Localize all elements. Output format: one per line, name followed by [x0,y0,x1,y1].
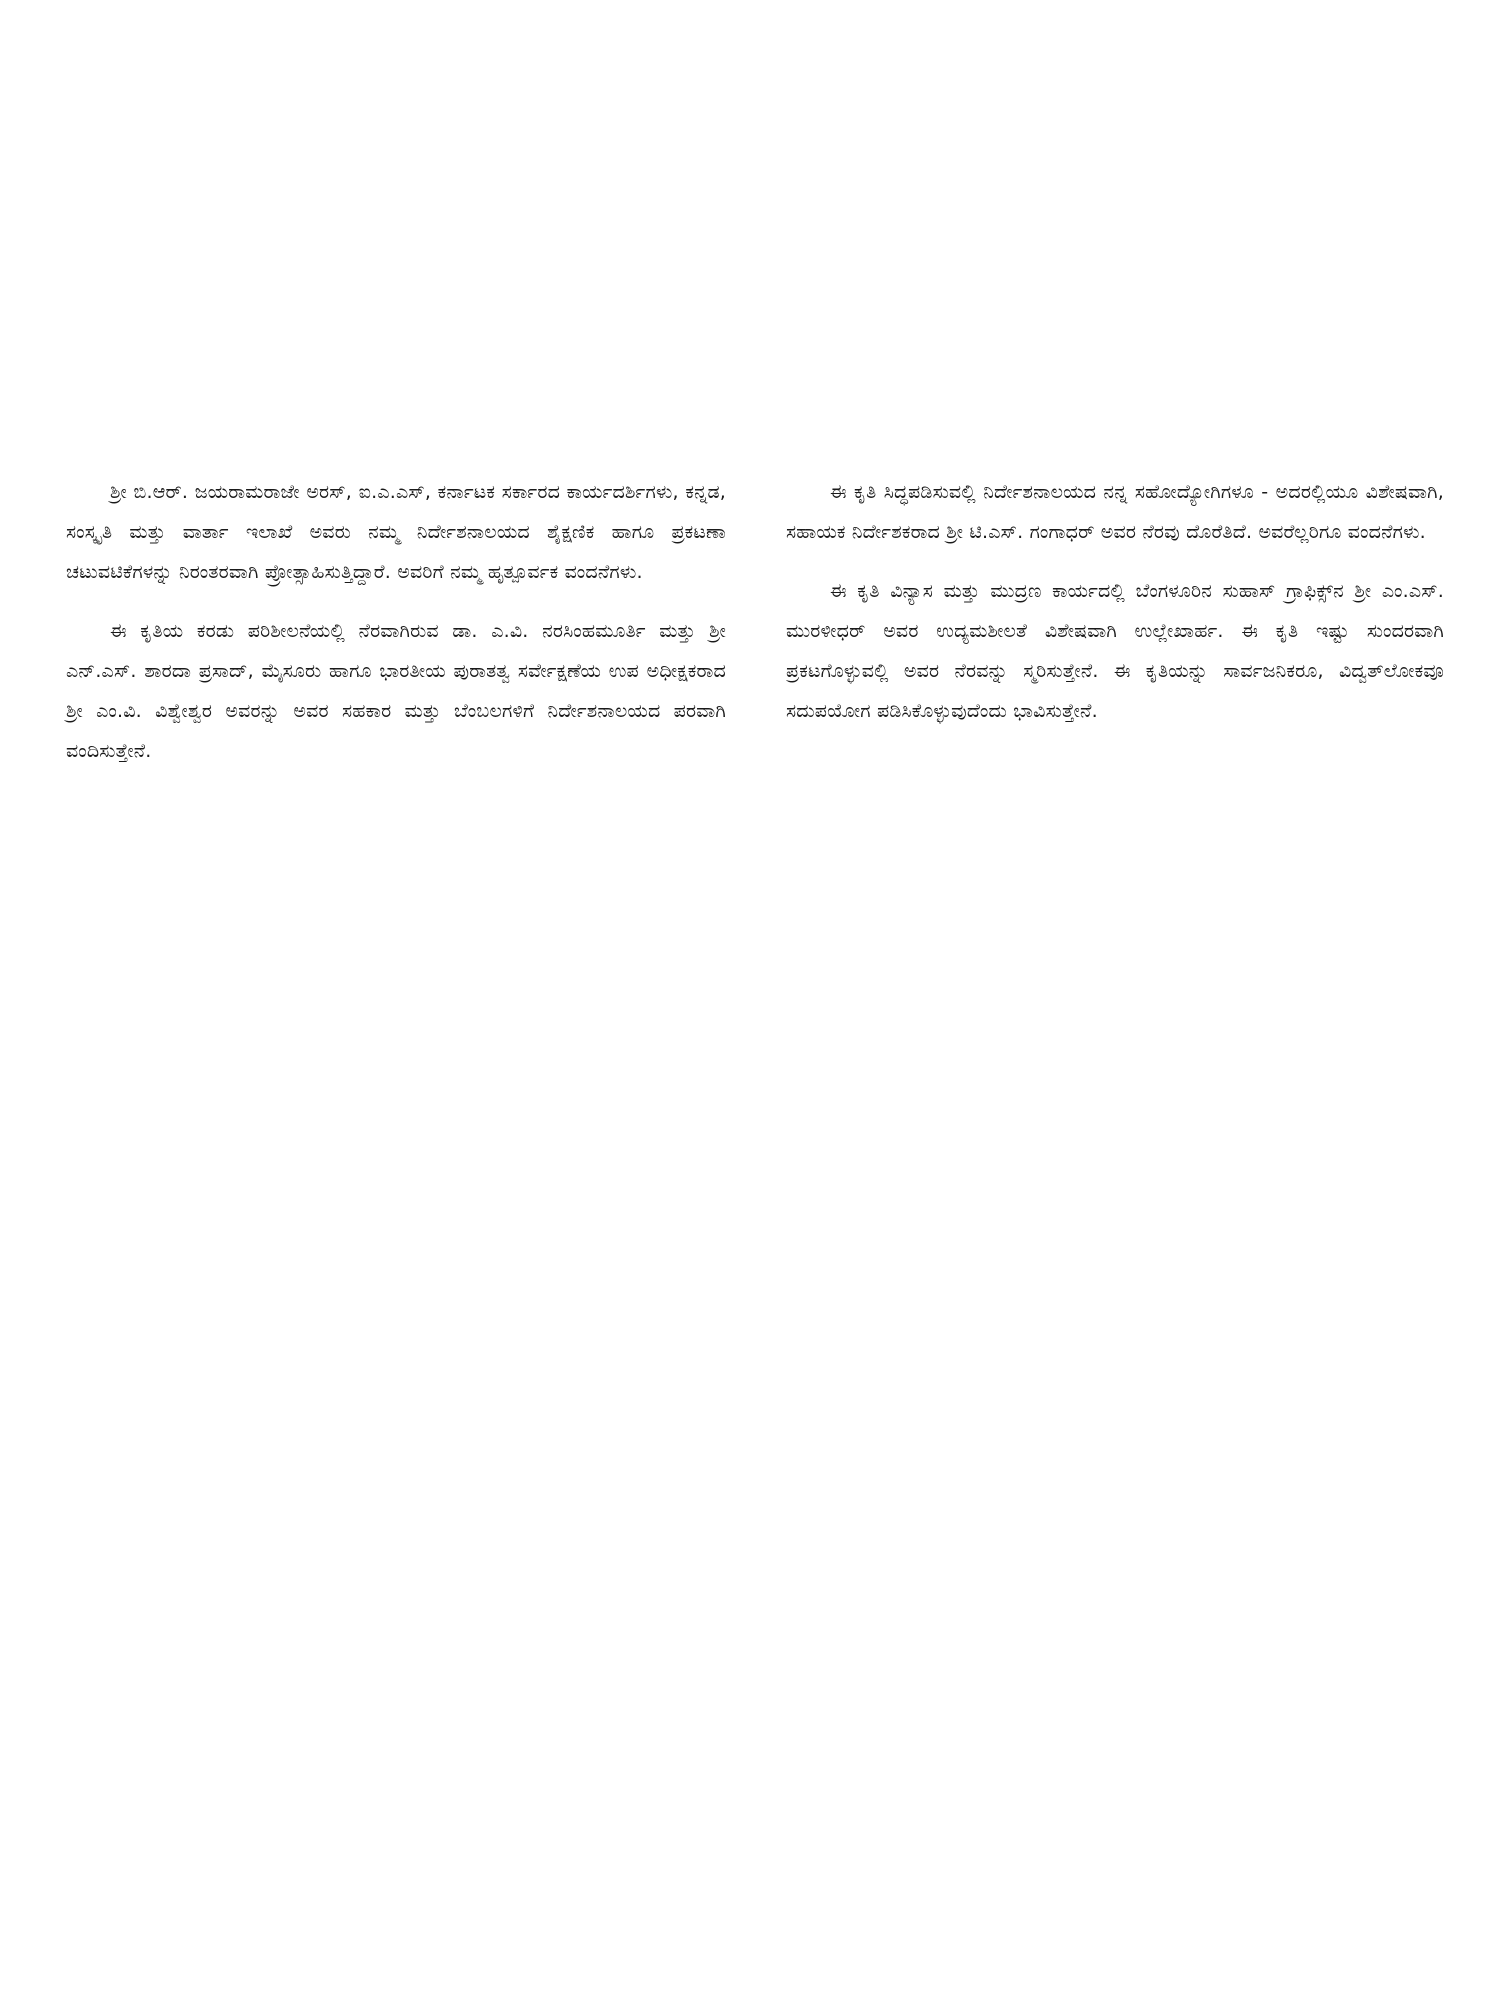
paragraph: ಈ ಕೃತಿ ಸಿದ್ಧಪಡಿಸುವಲ್ಲಿ ನಿರ್ದೇಶನಾಲಯದ ನನ್ನ ಸಹೋದ್ಯೋಗಿಗಳೂ - ಅದರಲ್ಲಿಯೂ ವಿಶೇಷವಾಗಿ, ಸಹಾಯಕ ನಿರ್ದೇಶಕರಾದ ಶ್ರೀ ಟಿ.ಎಸ್. ಗಂಗಾಧರ್ ಅವರ ನೆರವು ದೊರೆತಿದೆ. ಅವರೆಲ್ಲರಿಗೂ ವಂದನೆಗಳು. [786,481,1444,543]
right-text-column [786,472,1444,750]
paragraph: ಈ ಕೃತಿ ವಿನ್ಯಾಸ ಮತ್ತು ಮುದ್ರಣ ಕಾರ್ಯದಲ್ಲಿ ಬೆಂಗಳೂರಿನ ಸುಹಾಸ್ ಗ್ರಾಫಿಕ್ಸ್‌ನ ಶ್ರೀ ಎಂ.ಎಸ್. ಮುರಳೀಧರ್ ಅವರ ಉದ್ಯಮಶೀಲತೆ ವಿಶೇಷವಾಗಿ ಉಲ್ಲೇಖಾರ್ಹ. ಈ ಕೃತಿ ಇಷ್ಟು ಸುಂದರವಾಗಿ ಪ್ರಕಟಗೊಳ್ಳುವಲ್ಲಿ ಅವರ ನೆರವನ್ನು ಸ್ಮರಿಸುತ್ತೇನೆ. ಈ ಕೃತಿಯನ್ನು ಸಾರ್ವಜನಿಕರೂ, ವಿದ್ವತ್‌ಲೋಕವೂ ಸದುಪಯೋಗ ಪಡಿಸಿಕೊಳ್ಳುವುದೆಂದು ಭಾವಿಸುತ್ತೇನೆ. [786,580,1444,722]
paragraph: ಶ್ರೀ ಬಿ.ಆರ್. ಜಯರಾಮರಾಜೇ ಅರಸ್, ಐ.ಎ.ಎಸ್, ಕರ್ನಾಟಕ ಸರ್ಕಾರದ ಕಾರ್ಯದರ್ಶಿಗಳು, ಕನ್ನಡ, ಸಂಸ್ಕೃತಿ ಮತ್ತು ವಾರ್ತಾ ಇಲಾಖೆ ಅವರು ನಮ್ಮ ನಿರ್ದೇಶನಾಲಯದ ಶೈಕ್ಷಣಿಕ ಹಾಗೂ ಪ್ರಕಟಣಾ ಚಟುವಟಿಕೆಗಳನ್ನು ನಿರಂತರವಾಗಿ ಪ್ರೋತ್ಸಾಹಿಸುತ್ತಿದ್ದಾರೆ. ಅವರಿಗೆ ನಮ್ಮ ಹೃತ್ಪೂರ್ವಕ ವಂದನೆಗಳು. [66,481,726,583]
left-text-column [66,472,726,790]
paragraph: ಈ ಕೃತಿಯ ಕರಡು ಪರಿಶೀಲನೆಯಲ್ಲಿ ನೆರವಾಗಿರುವ ಡಾ. ಎ.ವಿ. ನರಸಿಂಹಮೂರ್ತಿ ಮತ್ತು ಶ್ರೀ ಎನ್.ಎಸ್. ಶಾರದಾ ಪ್ರಸಾದ್, ಮೈಸೂರು ಹಾಗೂ ಭಾರತೀಯ ಪುರಾತತ್ವ ಸರ್ವೇಕ್ಷಣೆಯ ಉಪ ಅಧೀಕ್ಷಕರಾದ ಶ್ರೀ ಎಂ.ವಿ. ವಿಶ್ವೇಶ್ವರ ಅವರನ್ನು ಅವರ ಸಹಕಾರ ಮತ್ತು ಬೆಂಬಲಗಳಿಗೆ ನಿರ್ದೇಶನಾಲಯದ ಪರವಾಗಿ ವಂದಿಸುತ್ತೇನೆ. [66,620,726,762]
